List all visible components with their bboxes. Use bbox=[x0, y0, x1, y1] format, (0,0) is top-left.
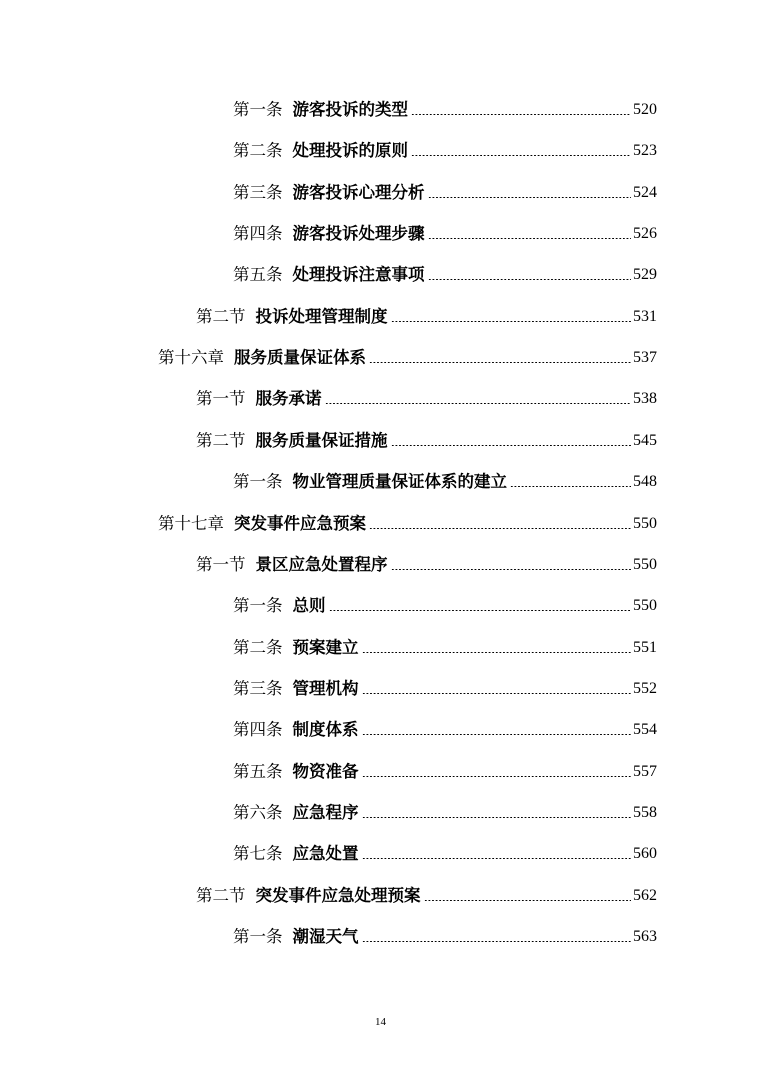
toc-entry-number: 第四条 bbox=[233, 720, 283, 740]
dot-leader bbox=[369, 528, 631, 529]
toc-entry-page: 554 bbox=[633, 721, 657, 739]
toc-entry[interactable] bbox=[233, 182, 657, 204]
toc-entry-number: 第五条 bbox=[233, 761, 283, 781]
toc-entry[interactable] bbox=[233, 99, 657, 121]
dot-leader bbox=[411, 155, 631, 156]
toc-entry-number: 第二节 bbox=[196, 430, 246, 450]
toc-entry-title: 物资准备 bbox=[292, 761, 359, 781]
toc-entry-number: 第十六章 bbox=[158, 348, 224, 368]
toc-entry-number: 第三条 bbox=[233, 182, 283, 202]
toc-entry[interactable] bbox=[196, 885, 657, 907]
dot-leader bbox=[325, 403, 632, 404]
toc-entry-page: 538 bbox=[633, 390, 657, 408]
toc-entry[interactable] bbox=[196, 430, 657, 452]
toc-entry-title: 景区应急处置程序 bbox=[255, 554, 388, 574]
toc-entry-title: 游客投诉处理步骤 bbox=[292, 224, 425, 244]
toc-entry-number: 第一条 bbox=[233, 472, 283, 492]
toc-entry-page: 548 bbox=[633, 473, 657, 491]
toc-entry[interactable] bbox=[233, 264, 657, 286]
toc-entry-page: 529 bbox=[633, 266, 657, 284]
dot-leader bbox=[428, 279, 632, 280]
toc-entry-title: 突发事件应急处理预案 bbox=[255, 885, 421, 905]
toc-entry-page: 550 bbox=[633, 555, 657, 573]
toc-entry[interactable] bbox=[196, 306, 657, 328]
toc-entry[interactable] bbox=[233, 719, 657, 741]
toc-entry-title: 处理投诉注意事项 bbox=[292, 265, 425, 285]
toc-entry-page: 563 bbox=[633, 928, 657, 945]
toc-entry[interactable] bbox=[233, 926, 657, 948]
toc-entry-title: 制度体系 bbox=[292, 720, 359, 740]
toc-entry[interactable] bbox=[233, 595, 657, 617]
toc-entry-title: 潮湿天气 bbox=[292, 927, 359, 946]
dot-leader bbox=[362, 941, 632, 942]
dot-leader bbox=[411, 114, 631, 115]
dot-leader bbox=[362, 817, 632, 818]
dot-leader bbox=[428, 238, 632, 239]
toc-entry-title: 管理机构 bbox=[292, 678, 359, 698]
toc-entry-title: 突发事件应急预案 bbox=[234, 513, 366, 533]
toc-entry-page: 537 bbox=[633, 349, 657, 367]
toc-entry-number: 第二条 bbox=[233, 637, 283, 657]
toc-entry-number: 第六条 bbox=[233, 802, 283, 822]
toc-entry[interactable] bbox=[233, 678, 657, 700]
toc-entry[interactable] bbox=[233, 761, 657, 783]
toc-entry-title: 服务质量保证措施 bbox=[255, 430, 388, 450]
toc-entry-page: 520 bbox=[633, 101, 657, 118]
toc-entry-page: 562 bbox=[633, 886, 657, 904]
toc-entry-title: 游客投诉心理分析 bbox=[292, 182, 425, 202]
toc-entry-page: 551 bbox=[633, 638, 657, 656]
toc-entry-title: 投诉处理管理制度 bbox=[255, 306, 388, 326]
toc-entry-page: 560 bbox=[633, 845, 657, 863]
dot-leader bbox=[362, 776, 632, 777]
toc-entry-number: 第十七章 bbox=[158, 513, 224, 533]
toc-entry[interactable] bbox=[196, 554, 657, 576]
toc-entry-page: 550 bbox=[633, 514, 657, 532]
toc-entry-title: 应急处置 bbox=[292, 844, 359, 864]
toc-entry[interactable] bbox=[233, 802, 657, 824]
toc-entry[interactable] bbox=[233, 637, 657, 659]
toc-entry-title: 服务质量保证体系 bbox=[234, 348, 366, 368]
toc-entry-page: 531 bbox=[633, 307, 657, 325]
toc-entry[interactable] bbox=[233, 223, 657, 245]
toc-entry-page: 523 bbox=[633, 142, 657, 160]
toc-entry-number: 第五条 bbox=[233, 265, 283, 285]
toc-entry-number: 第一条 bbox=[233, 100, 283, 119]
toc-entry-title: 总则 bbox=[292, 596, 326, 616]
toc-entry[interactable] bbox=[233, 140, 657, 162]
toc-entry-page: 552 bbox=[633, 679, 657, 697]
toc-entry-title: 服务承诺 bbox=[255, 389, 322, 409]
dot-leader bbox=[362, 652, 632, 653]
toc-entry-number: 第二节 bbox=[196, 306, 246, 326]
toc-entry-title: 游客投诉的类型 bbox=[292, 100, 408, 119]
toc-entry-number: 第二节 bbox=[196, 885, 246, 905]
toc-entry-page: 558 bbox=[633, 803, 657, 821]
toc-entry-number: 第四条 bbox=[233, 224, 283, 244]
dot-leader bbox=[362, 858, 632, 859]
dot-leader bbox=[391, 321, 632, 322]
dot-leader bbox=[391, 569, 632, 570]
toc-entry-page: 524 bbox=[633, 183, 657, 201]
dot-leader bbox=[428, 197, 632, 198]
toc-entry-page: 550 bbox=[633, 597, 657, 615]
toc-entry-number: 第一条 bbox=[233, 596, 283, 616]
toc-entry-title: 预案建立 bbox=[292, 637, 359, 657]
page-number: 14 bbox=[375, 1016, 386, 1028]
dot-leader bbox=[369, 362, 631, 363]
toc-entry-title: 应急程序 bbox=[292, 802, 359, 822]
toc-entry[interactable] bbox=[233, 471, 657, 493]
toc-entry-number: 第二条 bbox=[233, 141, 283, 161]
toc-entry-title: 处理投诉的原则 bbox=[292, 141, 408, 161]
dot-leader bbox=[424, 900, 632, 901]
toc-entry[interactable] bbox=[196, 388, 657, 410]
toc-entry-number: 第七条 bbox=[233, 844, 283, 864]
toc-entry-number: 第一条 bbox=[233, 927, 283, 946]
toc-entry-number: 第三条 bbox=[233, 678, 283, 698]
toc-entry-title: 物业管理质量保证体系的建立 bbox=[292, 472, 507, 492]
dot-leader bbox=[362, 693, 632, 694]
dot-leader bbox=[510, 486, 631, 487]
toc-entry-page: 545 bbox=[633, 431, 657, 449]
toc-entry-page: 557 bbox=[633, 762, 657, 780]
toc-entry-number: 第一节 bbox=[196, 389, 246, 409]
toc-entry[interactable] bbox=[158, 513, 657, 535]
dot-leader bbox=[391, 445, 632, 446]
toc-entry[interactable] bbox=[233, 843, 657, 865]
toc-entry-page: 526 bbox=[633, 225, 657, 243]
dot-leader bbox=[362, 734, 632, 735]
dot-leader bbox=[329, 610, 632, 611]
toc-entry-number: 第一节 bbox=[196, 554, 246, 574]
toc-entry[interactable] bbox=[158, 347, 657, 369]
